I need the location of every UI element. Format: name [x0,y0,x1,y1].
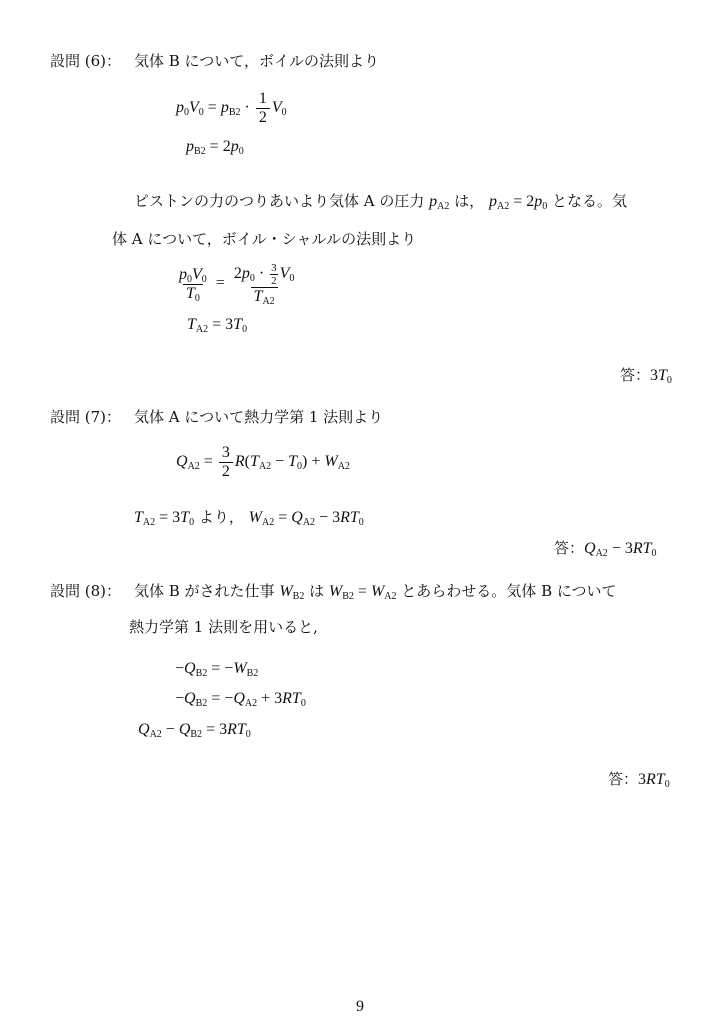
q6-eq-boyle: $p_0V_0 = p_{B2}$ · $\frac{1}{2}$ $V_0$ [176,90,287,126]
q8-intro-line1: 気体 B がされた仕事 $W_{B2}$ は $W_{B2} = W_{A2}$ とあらわせる。気体 B について [134,582,617,602]
q6-label: 設問 (6)： [50,52,122,70]
q6-eq-ta2: $T_{A2} = 3T_0$ [187,316,248,335]
q7-intro: 気体 A について熱力学第 1 法則より [134,408,384,426]
q6-eq-pb2: $p_{B2} = 2p_0$ [186,138,244,157]
q8-answer: 答：$3RT_0$ [608,770,670,790]
q7-eq-first-law: $Q_{A2}$ = $\frac{3}{2}$ $R(T_{A2} - T_0) + W_{A2}$ [176,444,350,480]
q7-answer: 答：$Q_{A2} - 3RT_0$ [554,539,657,559]
q8-label: 設問 (8)： [50,582,122,600]
q6-intro: 気体 B について，ボイルの法則より [134,52,379,70]
q6-eq-boyle-charles: $\frac{p_0V_0}{T_0}$ = $2p_0$ · $\frac{3}{2}$ $V_0$ $T_{A2}$ [179,262,295,307]
q6-paragraph-line2: 体 A について，ボイル・シャルルの法則より [112,230,417,248]
q7-label: 設問 (7)： [50,408,122,426]
q8-eq-2: $-Q_{B2} = -Q_{A2} + 3RT_0$ [175,690,306,709]
q6-paragraph-line1: ピストンの力のつりあいより気体 A の圧力 $p_{A2}$ は， $p_{A2} = 2p_0$ となる。気 [134,192,628,212]
page-number: 9 [356,998,364,1015]
q8-eq-3: $Q_{A2} - Q_{B2} = 3RT_0$ [138,721,251,740]
q8-eq-1: $-Q_{B2} = -W_{B2}$ [175,660,259,679]
q6-answer: 答：$3T_0$ [620,366,672,386]
q8-intro-line2: 熱力学第 1 法則を用いると, [129,618,318,636]
q7-eq-wa2: $T_{A2} = 3T_0$ より， $W_{A2} = Q_{A2} - 3RT_0$ [134,508,364,528]
